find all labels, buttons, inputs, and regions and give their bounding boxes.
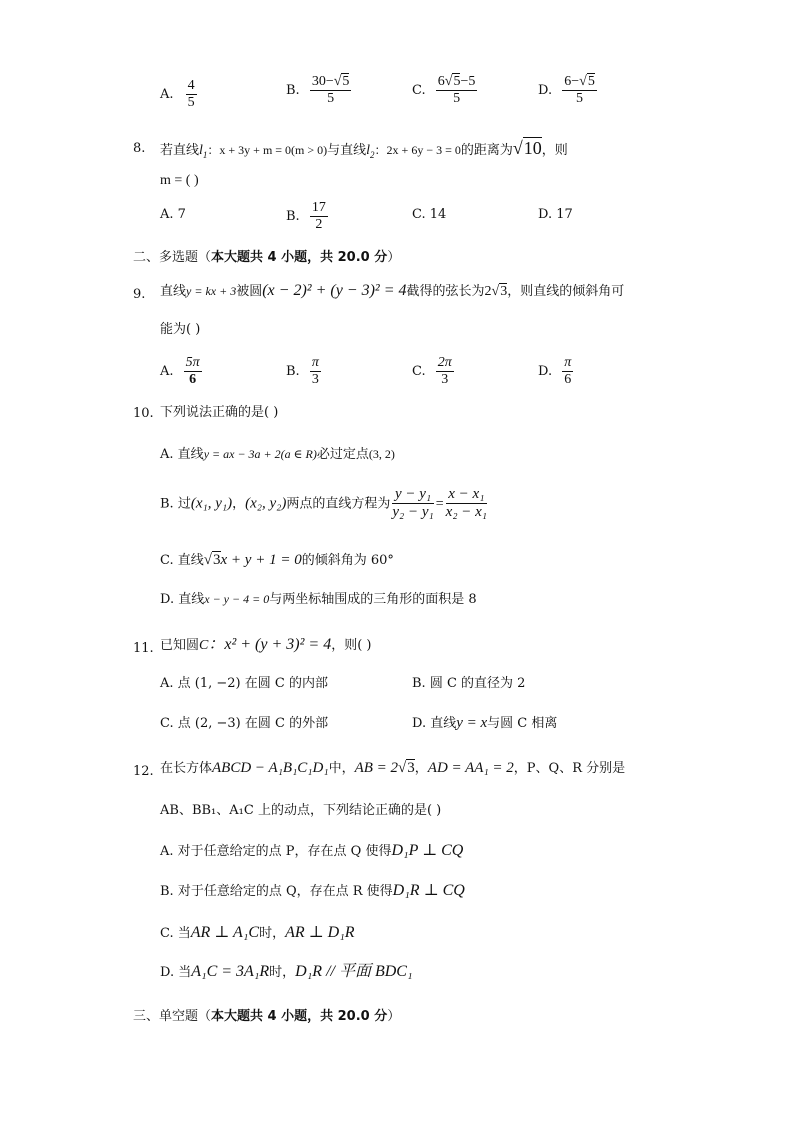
q10-option-a: A. 直线y = ax − 3a + 2(a ∈ R)必过定点(3, 2) (160, 447, 395, 462)
q11-option-a: A. 点 (1, −2) 在圆 C 的内部 (160, 676, 328, 691)
q9-stem-line1: 直线y = kx + 3被圆(x − 2)² + (y − 3)² = 4截得的弦长为2√3，则直线的倾斜角可 (160, 282, 625, 299)
q10-option-c: C. 直线√3x + y + 1 = 0的倾斜角为 60° (160, 552, 394, 568)
q7-option-d: D. $\frac{6-√5}{5}$ (538, 74, 595, 107)
q8-stem-line2: m = ( ) (160, 173, 199, 188)
q7-option-b: B. $\frac{30-√5}{5}$ (286, 74, 350, 107)
q8-option-b: B. $\frac{17}{2}$ (286, 200, 326, 233)
q9-option-b: B. $\frac{\pi}{3}$ (286, 355, 319, 388)
q9-number: 9. (133, 287, 146, 302)
q9-option-d: D. $\frac{\pi}{6}$ (538, 355, 572, 388)
q7-a-num: 4 (186, 78, 197, 95)
q8-number: 8. (133, 141, 146, 156)
section-heading-multi-choice: 二、多选题（本大题共 4 小题，共 20.0 分） (133, 250, 401, 265)
q9-option-a: A. $\frac{5\pi}{6}$ (160, 355, 200, 388)
q8-option-d: D. 17 (538, 207, 573, 222)
q7-option-a: A. $\frac{4}{5}$ (160, 78, 195, 111)
q7-a-den: 5 (187, 95, 195, 111)
q12-option-b: B. 对于任意给定的点 Q，存在点 R 使得D₁R ⊥ CQ (160, 882, 465, 899)
q12-option-c: C. 当AR ⊥ A₁C时，AR ⊥ D₁R (160, 924, 355, 941)
q9-option-c: C. $\frac{2\pi}{3}$ (412, 355, 452, 388)
section-heading-fill-in: 三、单空题（本大题共 4 小题，共 20.0 分） (133, 1009, 401, 1024)
q10-option-b: B. 过(x₁, y₁)，(x₂, y₂)两点的直线方程为 $\frac{\text{y − y₁}}{\text{y₂ − y₁}}$ = $\frac{\text{x − x₁}}{\text{x₂ − x₁}}$ (160, 486, 488, 521)
q11-number: 11. (133, 641, 154, 656)
q8-option-a: A. 7 (160, 207, 186, 222)
q12-stem-line1: 在长方体ABCD − A₁B₁C₁D₁中，AB = 2√3，AD = AA₁ = 2，P、Q、R 分别是 (160, 760, 626, 776)
q10-number: 10. (133, 406, 154, 421)
q11-stem: 已知圆C：x² + (y + 3)² = 4，则( ) (160, 636, 372, 653)
q8-stem-line1: 若直线$l_1$：x + 3y + m = 0(m > 0)与直线$l_2$：2x + 6y − 3 = 0的距离为√10，则 (160, 138, 568, 160)
q12-stem-line2: AB、BB₁、A₁C 上的动点，下列结论正确的是( ) (160, 803, 442, 818)
q11-option-c: C. 点 (2, −3) 在圆 C 的外部 (160, 716, 329, 731)
q9-stem-line2: 能为( ) (160, 322, 201, 337)
q12-option-a: A. 对于任意给定的点 P，存在点 Q 使得D₁P ⊥ CQ (160, 842, 464, 859)
q10-stem: 下列说法正确的是( ) (160, 405, 279, 420)
q12-option-d: D. 当A₁C = 3A₁R时，D₁R // 平面 BDC₁ (160, 963, 413, 980)
q10-option-d: D. 直线x − y − 4 = 0与两坐标轴围成的三角形的面积是 8 (160, 592, 477, 607)
q12-number: 12. (133, 764, 154, 779)
q11-option-b: B. 圆 C 的直径为 2 (412, 676, 526, 691)
q8-option-c: C. 14 (412, 207, 447, 222)
q7-option-c: C. $\frac{6√5-5}{5}$ (412, 74, 476, 107)
q11-option-d: D. 直线y = x与圆 C 相离 (412, 715, 558, 731)
